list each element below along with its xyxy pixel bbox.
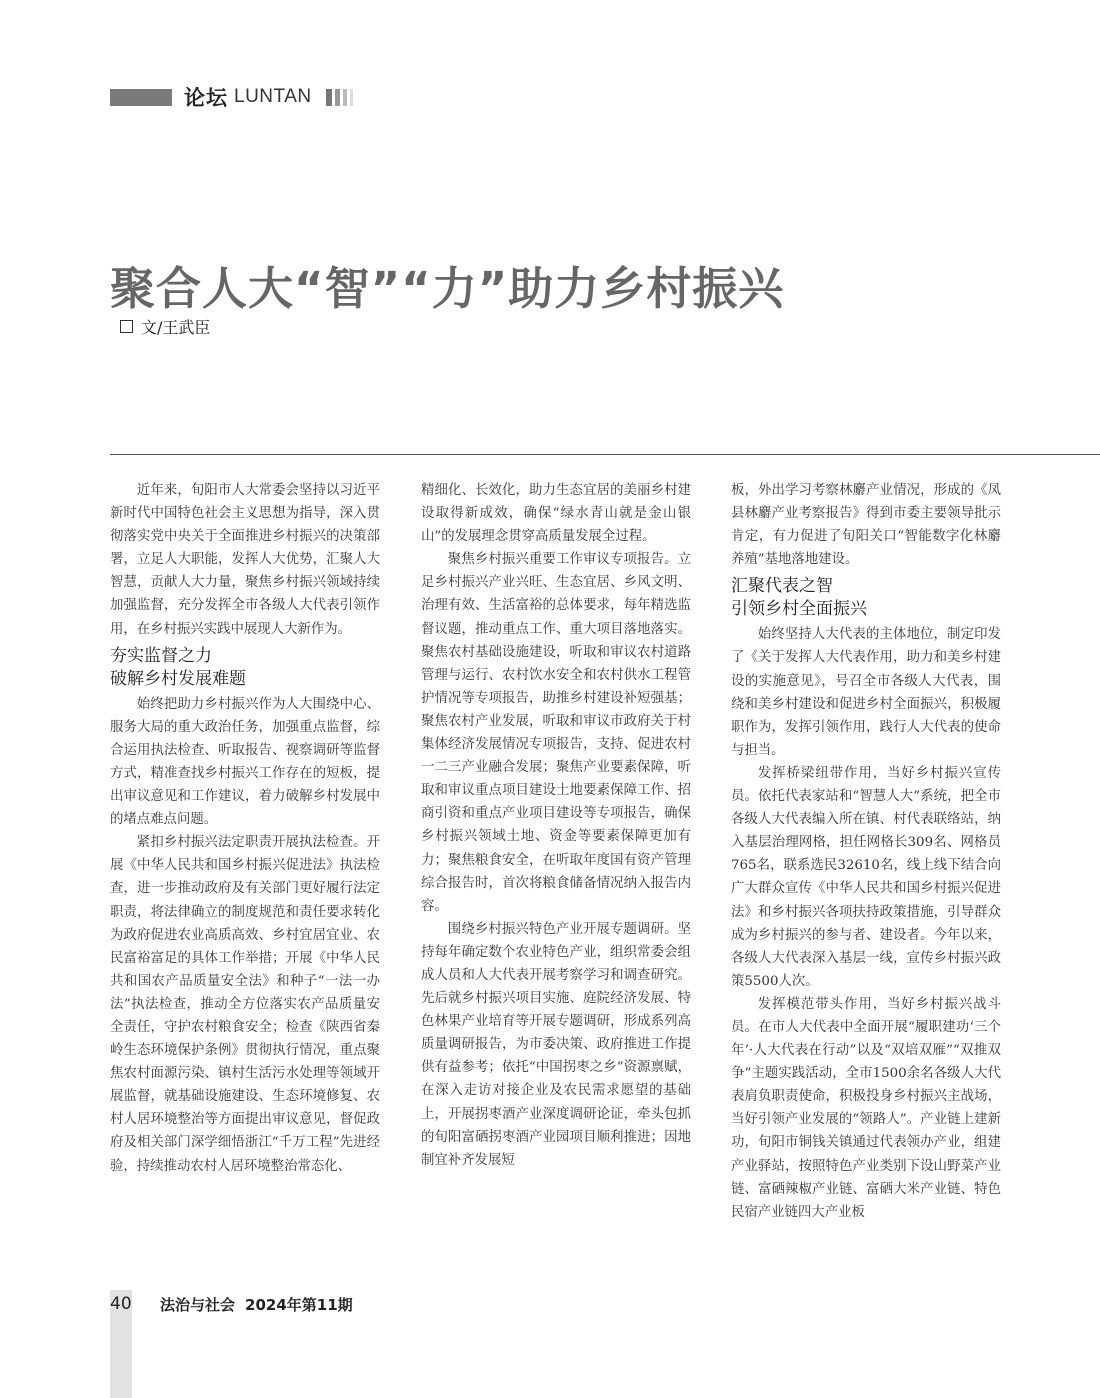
page-number: 40 — [110, 1294, 132, 1314]
paragraph: 始终坚持人大代表的主体地位，制定印发了《关于发挥人大代表作用，助力和美乡村建设的实施意见》，号召全市各级人大代表，围绕和美乡村建设和促进乡村全面振兴，积极履职作为，发挥引领作用，践行人大代表的使命与担当。 — [731, 627, 1001, 758]
paragraph: 围绕乡村振兴特色产业开展专题调研。坚持每年确定数个农业特色产业，组织常委会组成人员和人大代表开展考察学习和调查研究。先后就乡村振兴项目实施、庭院经济发展、特色林果产业培育等开展专题调研，形成系列高质量调研报告，为市委决策、政府推进工作提供有益参考；依托“中国拐枣之乡”资源禀赋，在深入走访对接企业及农民需求愿望的基础上，开展拐枣酒产业深度调研论证，牵头包抓的旬阳富硒拐枣酒产业园项目顺利推进；因地制宜补齐发展短 — [421, 921, 691, 1168]
subheading-line-1: 夯实监督之力 — [110, 645, 212, 666]
paragraph: 发挥模范带头作用，当好乡村振兴战斗员。在市人大代表中全面开展“履职建功‘三个年’·人大代表在行动”以及“双培双雁”“双推双争”主题实践活动，全市1500余名各级人大代表肩负职责使命，积极投身乡村振兴主战场，当好引领产业发展的“领路人”。产业链上建新功，旬阳市铜钱关镇通过代表领办产业，组建产业驿站，按照特色产业类别下设山野菜产业链、富硒辣椒产业链、富硒大米产业链、特色民宿产业链四大产业板 — [731, 996, 1001, 1220]
column-2 — [421, 479, 691, 1172]
section-name-en: LUNTAN — [234, 86, 312, 107]
byline — [120, 315, 210, 338]
subheading-line-2: 破解乡村发展难题 — [110, 668, 246, 689]
divider-rule — [110, 454, 1100, 455]
section-stripes — [326, 89, 356, 106]
paragraph: 始终把助力乡村振兴作为人大围绕中心、服务大局的重大政治任务，加强重点监督，综合运用执法检查、听取报告、视察调研等监督方式，精准查找乡村振兴工作存在的短板，提出审议意见和工作建议，着力破解乡村发展中的堵点难点问题。 — [110, 696, 380, 828]
section-name-cn: 论坛 — [184, 86, 228, 110]
column-3 — [731, 479, 1001, 1224]
square-icon — [120, 320, 133, 333]
paragraph: 精细化、长效化，助力生态宜居的美丽乡村建设取得新成效，确保“绿水青山就是金山银山”的发展理念贯穿高质量发展全过程。 — [421, 483, 691, 545]
issue-number: 2024年第11期 — [245, 1296, 353, 1314]
subheading — [731, 575, 1001, 621]
section-header — [110, 85, 356, 109]
subheading-line-1: 汇聚代表之智 — [731, 576, 833, 597]
publication-name: 法治与社会 — [160, 1296, 236, 1314]
column-1 — [110, 479, 380, 1178]
article-title: 聚合人大“智”“力”助力乡村振兴 — [110, 262, 785, 315]
paragraph: 板，外出学习考察林麝产业情况，形成的《凤县林麝产业考察报告》得到市委主要领导批示肯定，有力促进了旬阳关口“智能数字化林麝养殖”基地落地建设。 — [731, 483, 1001, 568]
paragraph: 近年来，旬阳市人大常委会坚持以习近平新时代中国特色社会主义思想为指导，深入贯彻落实党中央关于全面推进乡村振兴的决策部署，立足人大职能，发挥人大优势，汇聚人大智慧，贡献人大力量，聚焦乡村振兴领域持续加强监督，充分发挥全市各级人大代表引领作用，在乡村振兴实践中展现人大新作为。 — [110, 483, 380, 637]
paragraph: 发挥桥梁纽带作用，当好乡村振兴宣传员。依托代表家站和“智慧人大”系统，把全市各级人大代表编入所在镇、村代表联络站，纳入基层治理网格，担任网格长309名、网格员765名，联系选民32610名，线上线下结合向广大群众宣传《中华人民共和国乡村振兴促进法》和乡村振兴各项扶持政策措施，引导群众成为乡村振兴的参与者、建设者。今年以来，各级人大代表深入基层一线，宣传乡村振兴政策5500人次。 — [731, 765, 1001, 989]
paragraph: 聚焦乡村振兴重要工作审议专项报告。立足乡村振兴产业兴旺、生态宜居、乡风文明、治理有效、生活富裕的总体要求，每年精选监督议题，推动重点工作、重大项目落地落实。聚焦农村基础设施建设，听取和审议农村道路管理与运行、农村饮水安全和农村供水工程管护情况等专项报告，助推乡村建设补短强基；聚焦农村产业发展，听取和审议市政府关于村集体经济发展情况专项报告，支持、促进农村一二三产业融合发展；聚焦产业要素保障，听取和审议重点项目建设土地要素保障工作、招商引资和重点产业项目建设等专项报告，确保乡村振兴领域土地、资金等要素保障更加有力；聚焦粮食安全，在听取年度国有资产管理综合报告时，首次将粮食储备情况纳入报告内容。 — [421, 552, 691, 914]
publication-line — [160, 1294, 353, 1315]
paragraph: 紧扣乡村振兴法定职责开展执法检查。开展《中华人民共和国乡村振兴促进法》执法检查，进一步推动政府及有关部门更好履行法定职责，将法律确立的制度规范和责任要求转化为政府促进农业高质高效、乡村宜居宜业、农民富裕富足的具体工作举措；开展《中华人民共和国农产品质量安全法》和种子“一法一办法”执法检查，推动全方位落实农产品质量安全责任，守护农村粮食安全；检查《陕西省秦岭生态环境保护条例》贯彻执行情况，重点聚焦农村面源污染、镇村生活污水处理等领域开展监督，就基础设施建设、生态环境修复、农村人居环境整治等方面提出审议意见，督促政府及相关部门深学细悟浙江“千万工程”先进经验，持续推动农村人居环境整治常态化、 — [110, 835, 380, 1174]
section-bar — [110, 89, 172, 106]
subheading — [110, 645, 380, 691]
author: 文/王武臣 — [141, 318, 211, 337]
subheading-line-2: 引领乡村全面振兴 — [731, 599, 867, 620]
